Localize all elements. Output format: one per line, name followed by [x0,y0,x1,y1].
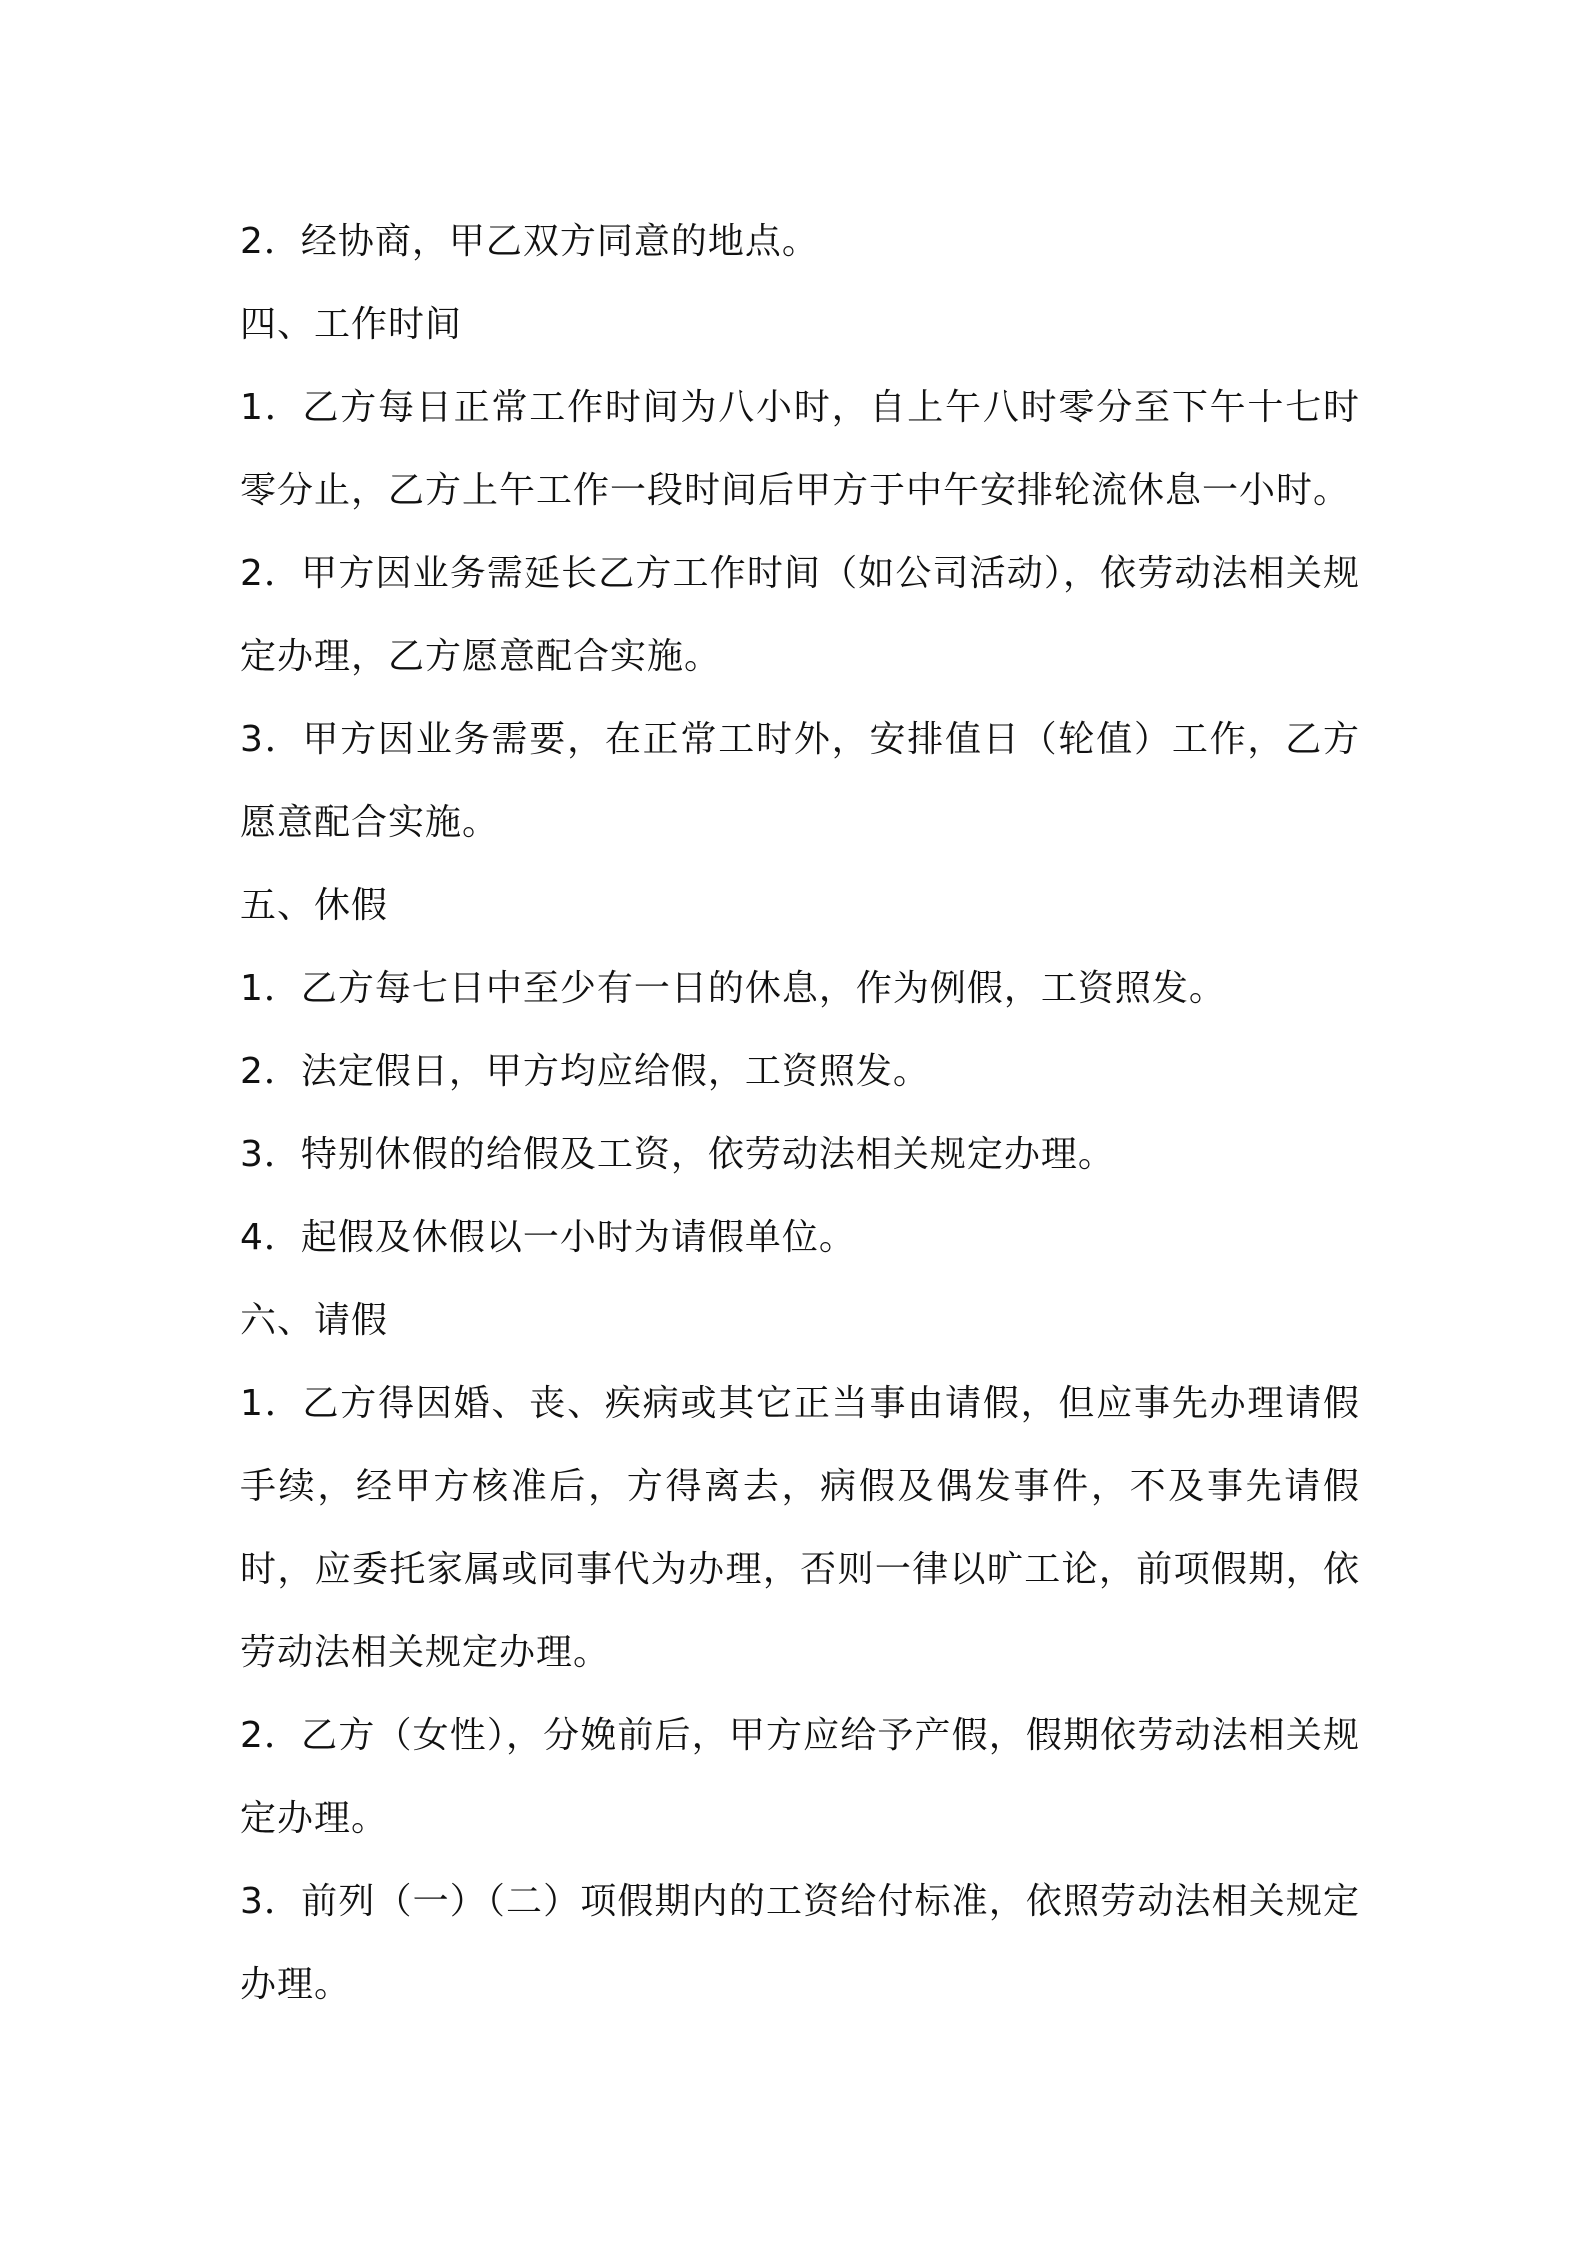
paragraph-item: 2．经协商，甲乙双方同意的地点。 [240,221,819,262]
paragraph-item: 2．甲方因业务需延长乙方工作时间（如公司活动），依劳动法相关规定办理，乙方愿意配合实施。 [240,553,1360,677]
paragraph-item: 1．乙方每日正常工作时间为八小时，自上午八时零分至下午十七时零分止，乙方上午工作一段时间后甲方于中午安排轮流休息一小时。 [240,387,1360,511]
paragraph-item: 1．乙方得因婚、丧、疾病或其它正当事由请假，但应事先办理请假手续，经甲方核准后，方得离去，病假及偶发事件，不及事先请假时，应委托家属或同事代为办理，否则一律以旷工论，前项假期，依劳动法相关规定办理。 [240,1383,1360,1673]
paragraph-item: 1．乙方每七日中至少有一日的休息，作为例假，工资照发。 [240,968,1226,1009]
paragraph-item: 2．乙方（女性），分娩前后，甲方应给予产假，假期依劳动法相关规定办理。 [240,1715,1360,1839]
paragraph-item: 4．起假及休假以一小时为请假单位。 [240,1217,856,1258]
paragraph-item: 2．法定假日，甲方均应给假，工资照发。 [240,1051,930,1092]
paragraph-item: 3．特别休假的给假及工资，依劳动法相关规定办理。 [240,1134,1115,1175]
section-heading-work-hours: 四、工作时间 [240,304,463,345]
paragraph-item: 3．甲方因业务需要，在正常工时外，安排值日（轮值）工作，乙方愿意配合实施。 [240,719,1360,843]
document-body [240,200,1360,2026]
paragraph-item: 3．前列（一）（二）项假期内的工资给付标准，依照劳动法相关规定办理。 [240,1881,1360,2005]
section-heading-vacation: 五、休假 [240,885,389,926]
section-heading-leave: 六、请假 [240,1300,389,1341]
